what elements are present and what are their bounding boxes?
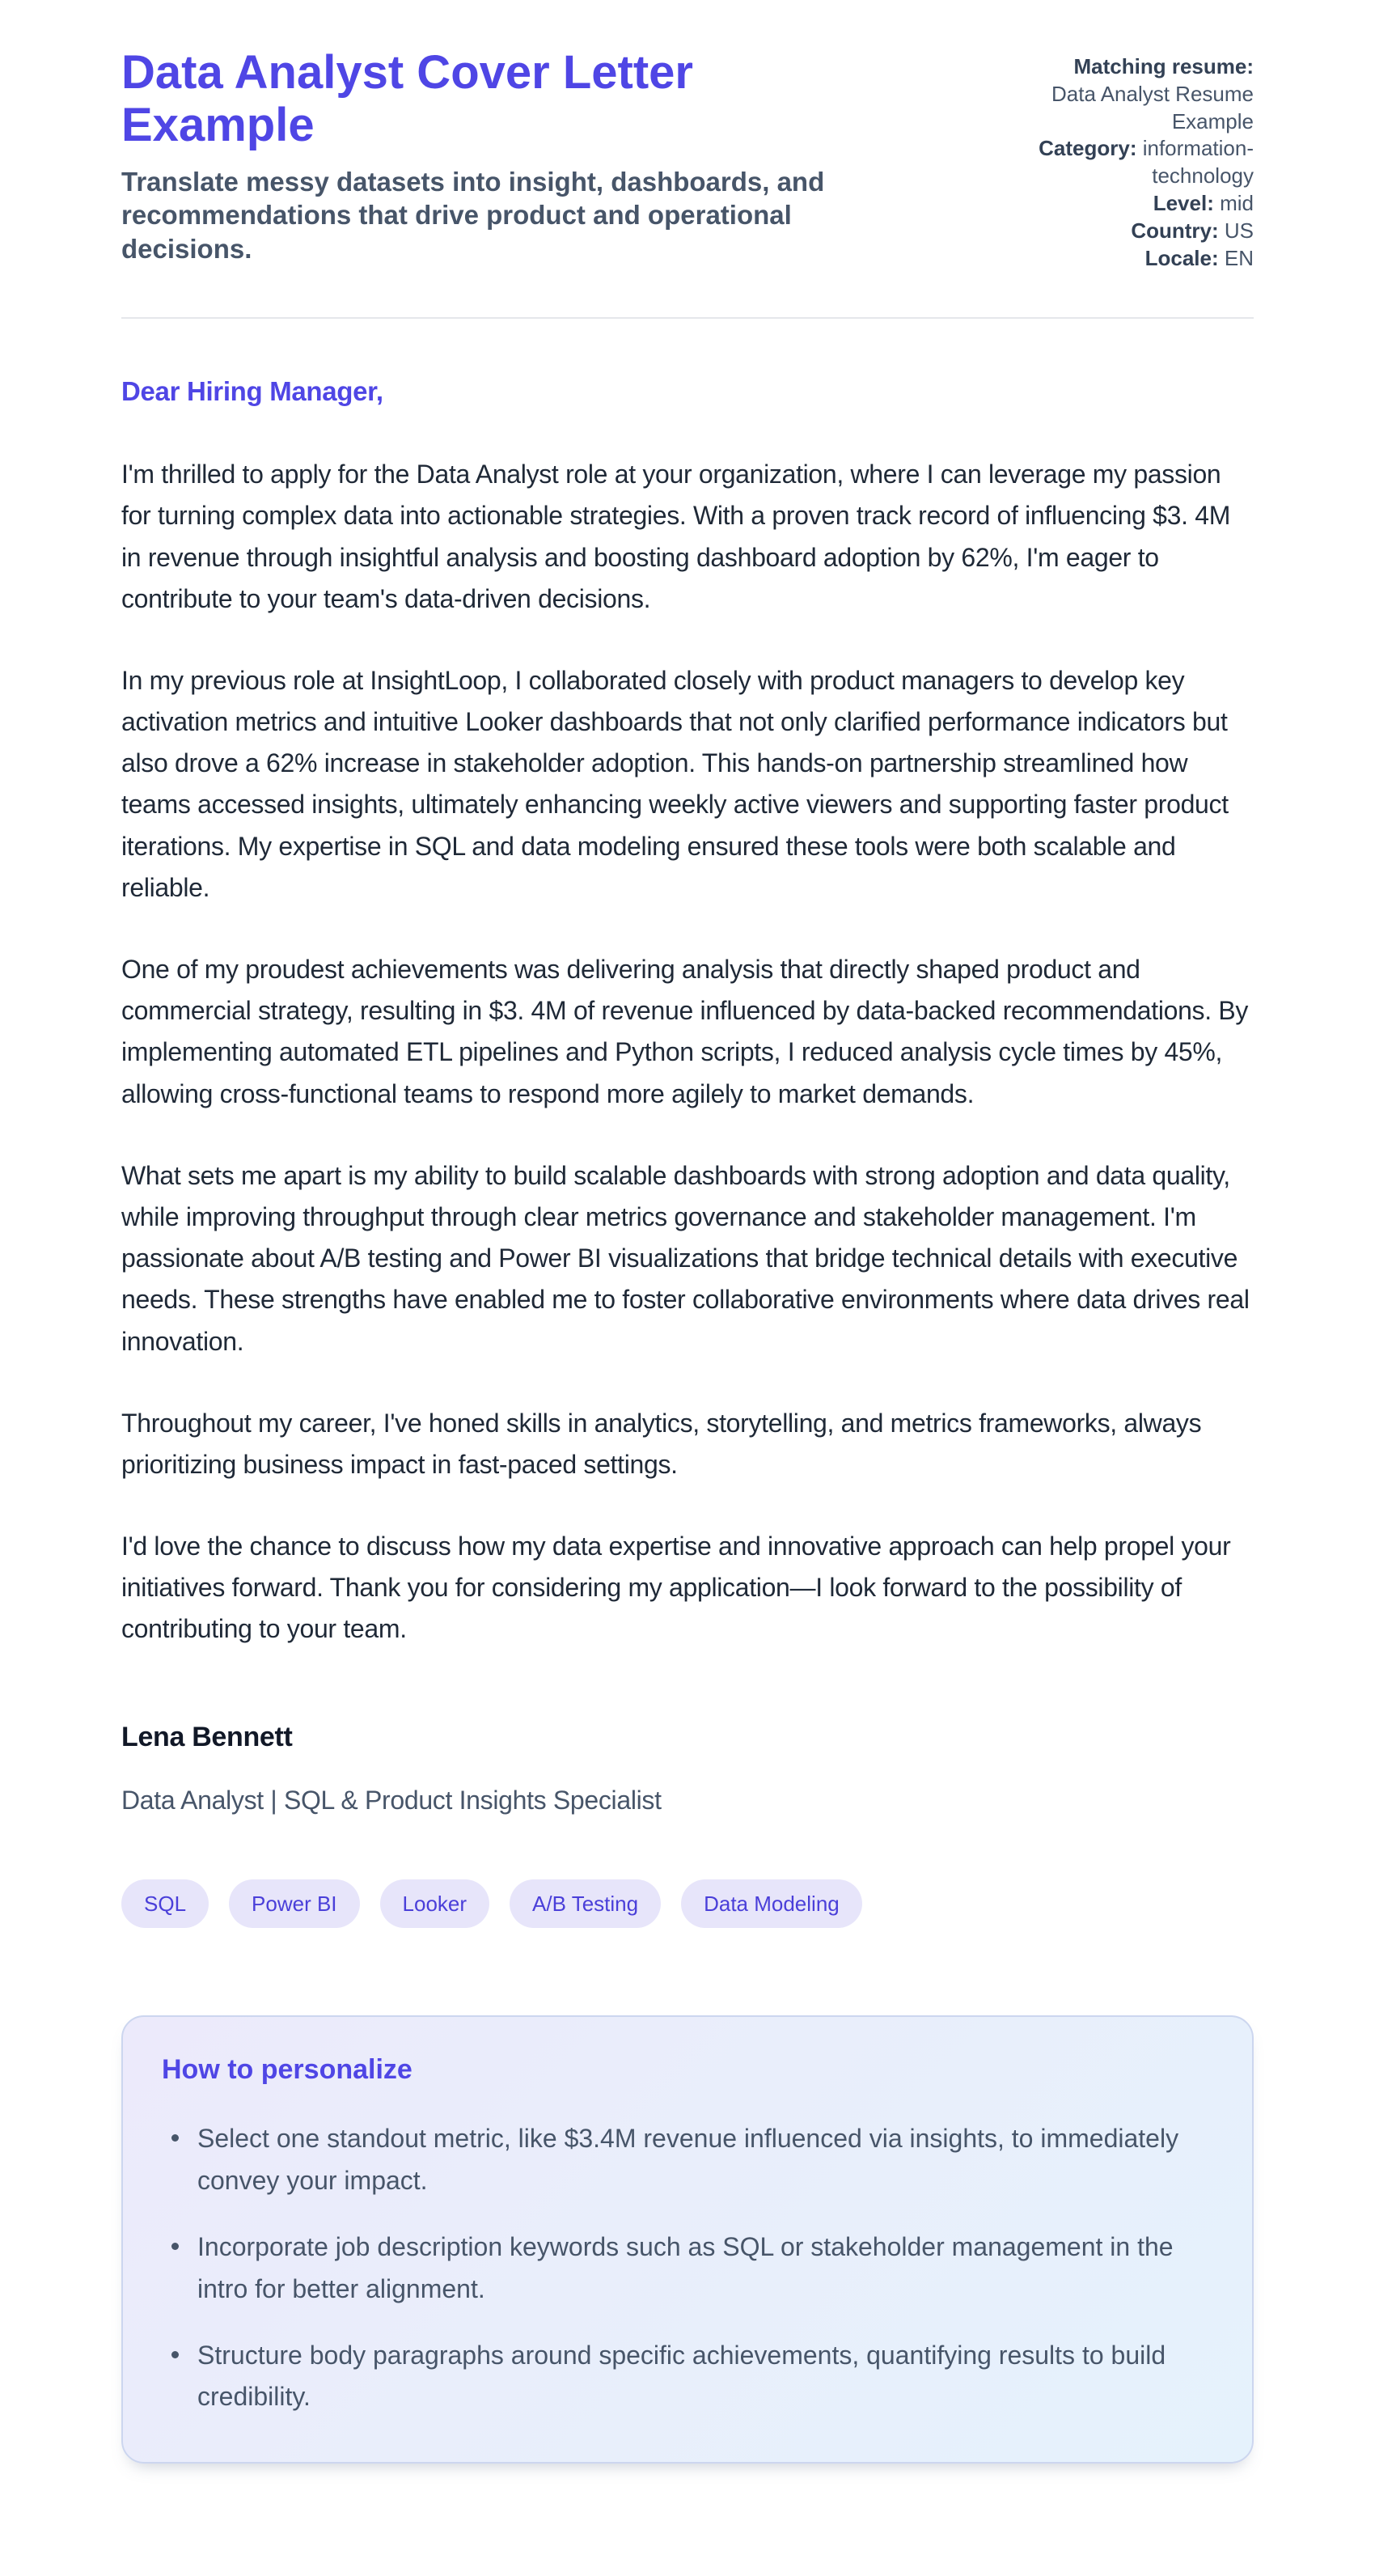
cover-letter-page [121,0,1254,2536]
personalize-title: How to personalize [162,2054,412,2086]
meta-label: Matching resume: [1073,54,1254,78]
skill-tag-ab-testing: A/B Testing [510,1879,661,1928]
meta-label: Country: [1131,218,1219,243]
letter-paragraph-5: Throughout my career, I've honed skills in analytics, storytelling, and metrics frameworks, always prioritizing business impact in fast-paced settings. [121,1408,1202,1479]
letter-paragraph-6: I'd love the chance to discuss how my data expertise and innovative approach can help propel your initiatives forward. Thank you for considering my application—I look forward to the possibility of contributing to your team. [121,1532,1231,1644]
meta-label: Category: [1039,136,1137,161]
personalize-list [162,2118,1213,2418]
page-title: Data Analyst Cover Letter Example [121,46,693,151]
letter-paragraph-2: In my previous role at InsightLoop, I collaborated closely with product managers to develop key activation metrics and intuitive Looker dashboards that not only clarified performance indicators but also drove a 62% increase in stakeholder adoption. This hands-on partnership streamlined how teams accessed insights, ultimately enhancing weekly active viewers and supporting faster product iterations. My expertise in SQL and data modeling ensured these tools were both scalable and reliable. [121,665,1229,902]
skill-tag-power-bi: Power BI [229,1879,360,1928]
meta-value: EN [1224,245,1254,270]
meta-row-locale [1034,245,1254,273]
meta-row-category [1034,135,1254,190]
resume-meta-panel [1034,47,1254,272]
meta-value: information-technology [1142,136,1254,189]
meta-value: Data Analyst Resume Example [1051,81,1254,133]
letter-paragraph-1: I'm thrilled to apply for the Data Analyst role at your organization, where I can leverage my passion for turning complex data into actionable strategies. With a proven track record of influencing $3. 4M in revenue through insightful analysis and boosting dashboard adoption by 62%, I'm eager to contribute to your team's data-driven decisions. [121,460,1231,613]
header-title-block [121,47,849,266]
letter-paragraph-4: What sets me apart is my ability to build scalable dashboards with strong adoption and data quality, while improving throughput through clear metrics governance and stakeholder management. I'm passionate about A/B testing and Power BI visualizations that bridge technical details with executive needs. These strengths have enabled me to foster collaborative environments where data drives real innovation. [121,1160,1250,1356]
skill-tags [121,1879,1254,1928]
letter-body [121,319,1254,1821]
skill-tag-looker: Looker [380,1879,490,1928]
letter-paragraph-3: One of my proudest achievements was delivering analysis that directly shaped product and commercial strategy, resulting in $3. 4M of revenue influenced by data-backed recommendations. By implementing automated ETL pipelines and Python scripts, I reduced analysis cycle times by 45%, allowing cross-functional teams to respond more agilely to market demands. [121,955,1249,1108]
meta-value: US [1224,218,1254,243]
page-subtitle: Translate messy datasets into insight, dashboards, and recommendations that drive product and operational decisions. [121,166,825,265]
personalize-item-3: Structure body paragraphs around specific achievements, quantifying results to build credibility. [162,2335,1213,2419]
meta-label: Level: [1153,190,1214,215]
meta-value: mid [1220,190,1254,215]
meta-row-country [1034,218,1254,245]
meta-row-matching-resume [1034,53,1254,135]
personalize-box [121,2015,1254,2464]
skill-tag-data-modeling: Data Modeling [681,1879,862,1928]
personalize-item-1: Select one standout metric, like $3.4M revenue influenced via insights, to immediately convey your impact. [162,2118,1213,2202]
meta-label: Locale: [1144,245,1219,270]
skill-tag-sql: SQL [121,1879,209,1928]
meta-row-level [1034,190,1254,218]
page-header [121,47,1254,272]
signature-role: Data Analyst | SQL & Product Insights Specialist [121,1786,662,1815]
letter-greeting: Dear Hiring Manager, [121,376,383,407]
signature-name: Lena Bennett [121,1721,293,1752]
personalize-item-2: Incorporate job description keywords such as SQL or stakeholder management in the intro for better alignment. [162,2226,1213,2311]
